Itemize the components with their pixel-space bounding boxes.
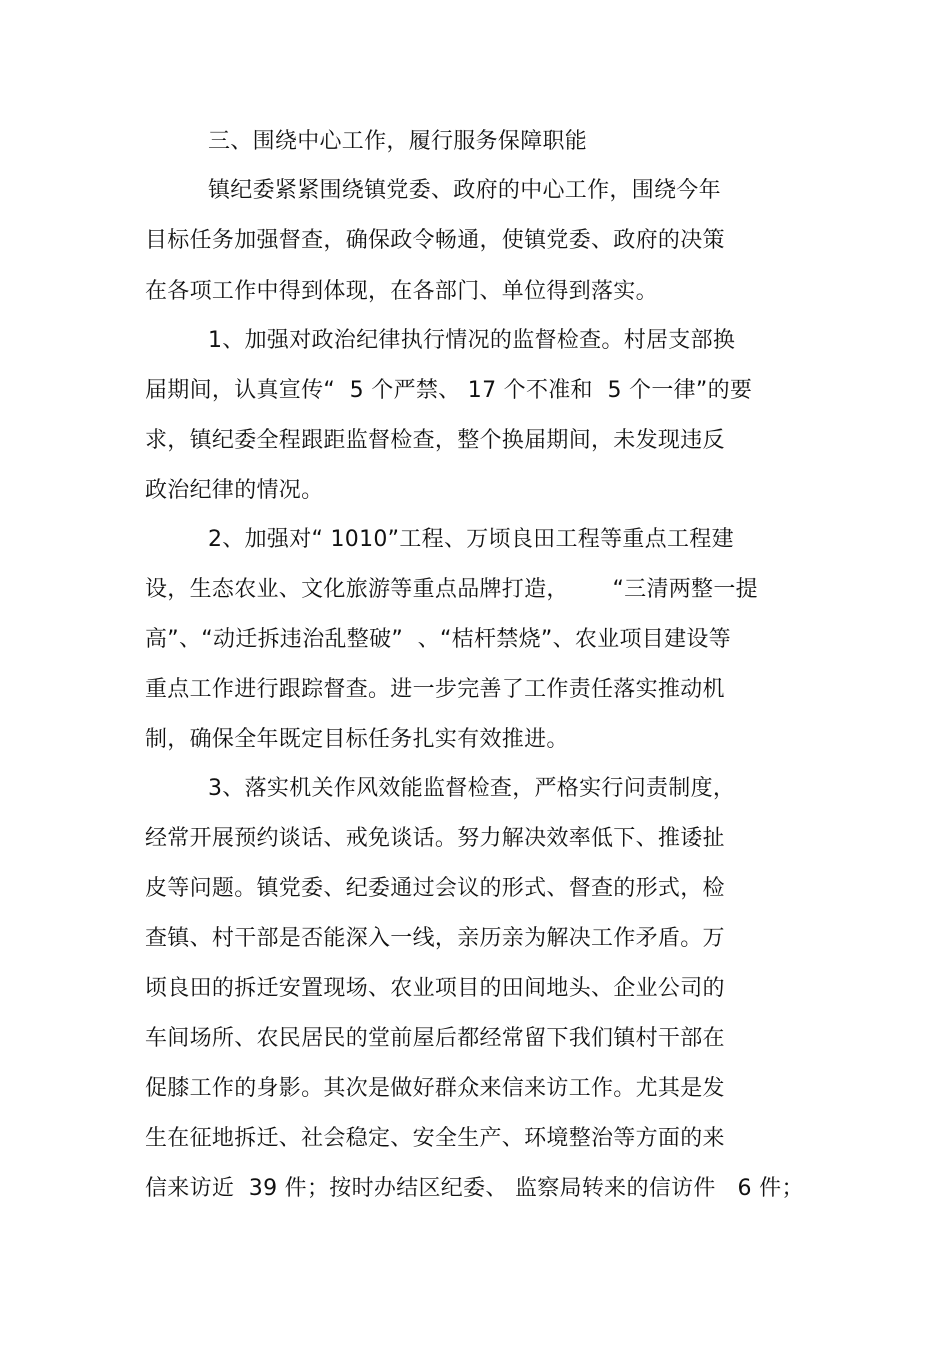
paragraph-line: 3、落实机关作风效能监督检查，严格实行问责制度， (208, 776, 736, 801)
paragraph-line: 2、加强对“ 1010”工程、万顷良田工程等重点工程建 (208, 527, 734, 552)
paragraph-line: 生在征地拆迁、社会稳定、安全生产、环境整治等方面的来 (145, 1126, 725, 1151)
paragraph-line: 1、加强对政治纪律执行情况的监督检查。村居支部换 (208, 328, 736, 353)
paragraph-line: 顷良田的拆迁安置现场、农业项目的田间地头、企业公司的 (145, 976, 725, 1001)
paragraph-line: 信来访近 39 件；按时办结区纪委、 监察局转来的信访件 6 件； (145, 1176, 804, 1201)
paragraph-line: 政治纪律的情况。 (145, 478, 324, 503)
section-heading: 三、围绕中心工作，履行服务保障职能 (208, 129, 588, 154)
paragraph-line: 重点工作进行跟踪督查。进一步完善了工作责任落实推动机 (145, 677, 725, 702)
paragraph-line: 在各项工作中得到体现，在各部门、单位得到落实。 (145, 279, 658, 304)
paragraph-line: 届期间，认真宣传“ 5 个严禁、 17 个不准和 5 个一律”的要 (145, 378, 753, 403)
paragraph-line: 目标任务加强督查，确保政令畅通，使镇党委、政府的决策 (145, 228, 725, 253)
paragraph-line: 经常开展预约谈话、戒免谈话。努力解决效率低下、推诿扯 (145, 826, 725, 851)
paragraph-line: 车间场所、农民居民的堂前屋后都经常留下我们镇村干部在 (145, 1026, 725, 1051)
paragraph-line: 查镇、村干部是否能深入一线，亲历亲为解决工作矛盾。万 (145, 926, 725, 951)
paragraph-line: 皮等问题。镇党委、纪委通过会议的形式、督查的形式，检 (145, 876, 725, 901)
paragraph-line: 制，确保全年既定目标任务扎实有效推进。 (145, 727, 569, 752)
paragraph-line: 设，生态农业、文化旅游等重点品牌打造， “三清两整一提 (145, 577, 758, 602)
paragraph-line: 镇纪委紧紧围绕镇党委、政府的中心工作，围绕今年 (208, 178, 721, 203)
paragraph-line: 求，镇纪委全程跟距监督检查，整个换届期间，未发现违反 (145, 428, 725, 453)
paragraph-line: 促膝工作的身影。其次是做好群众来信来访工作。尤其是发 (145, 1076, 725, 1101)
paragraph-line: 高”、“动迁拆违治乱整破” 、“桔杆禁烧”、农业项目建设等 (145, 627, 731, 652)
